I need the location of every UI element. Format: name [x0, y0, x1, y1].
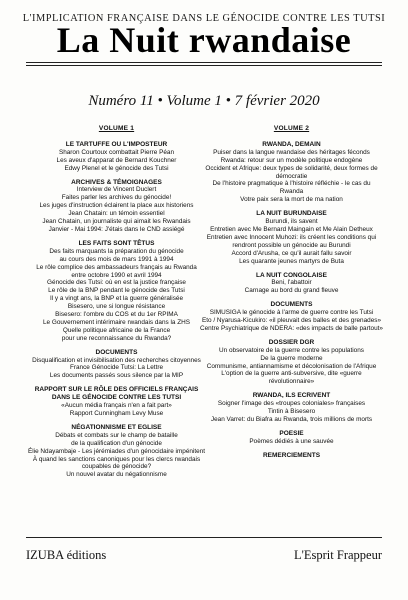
volume-1-column — [25, 125, 208, 485]
toc-entry: rendront possible un génocide au Burundi — [232, 241, 351, 249]
section-title: LES FAITS SONT TÊTUS — [78, 239, 155, 247]
toc-entry: Génocide des Tutsi: où en est la justice française — [47, 279, 186, 287]
section-title: LE TARTUFFE OU L'IMPOSTEUR — [65, 140, 168, 148]
section-title: DOCUMENTS — [270, 301, 313, 309]
toc-entry: France Génocide Tutsi: La Lettre — [69, 364, 164, 372]
toc-entry: Entretien avec Innocent Muhozi: ils créent les conditions qui — [206, 233, 377, 241]
section-title: RWANDA, ILS ECRIVENT — [252, 392, 331, 400]
toc-entry: Le Gouvernement intérimaire rwandais dans la ZHS — [42, 318, 191, 326]
toc-entry: SIMUSIGA le génocide à l'arme de guerre contre les Tutsi — [209, 309, 374, 317]
toc-entry: Des faits marquants la préparation du génocide — [49, 247, 184, 255]
toc-entry: L'option de la guerre anti-subversive, dite «guerre révolutionnaire» — [221, 370, 362, 386]
footer-rule — [26, 537, 382, 538]
toc-entry: Un observatoire de la guerre contre les populations — [219, 346, 364, 354]
toc-entry: Rapport Cunningham Levy Muse — [69, 410, 164, 417]
toc-entry: Jean Varret: du Biafra au Rwanda, trois millions de morts — [210, 416, 373, 423]
toc-entry: Il y a vingt ans, la BNP et la guerre généralisée — [49, 295, 184, 303]
section-title: POESIE — [279, 429, 304, 437]
toc-entry: Votre paix sera la mort de ma nation — [240, 196, 343, 204]
toc-section — [25, 179, 208, 234]
toc-section — [25, 386, 208, 418]
toc-entry: Centre Psychiatrique de NDERA: «des impacts de balle partout» — [200, 324, 383, 332]
toc-section — [25, 349, 208, 381]
toc-entry: Occident et Afrique: deux types de solidarité, deux formes de démocratie — [205, 164, 378, 180]
section-title: LA NUIT BURUNDAISE — [256, 210, 327, 218]
toc-section — [200, 430, 383, 446]
toc-entry: Le rôle complice des ambassadeurs français au Rwanda — [36, 263, 197, 271]
toc-entry: de la qualification d'un génocide — [71, 439, 162, 447]
issue-line: Numéro 11 • Volume 1 • 7 février 2020 — [88, 93, 320, 109]
toc-entry: Puiser dans la langue rwandaise des héritages féconds — [213, 148, 370, 156]
toc-entry: Bisesero, une si longue résistance — [67, 303, 166, 311]
toc-section — [200, 210, 383, 265]
section-title: DOSSIER DGR — [268, 338, 315, 346]
toc-entry: Un nouvel avatar du négationnisme — [66, 471, 167, 479]
toc-section — [25, 424, 208, 479]
toc-section — [200, 339, 383, 386]
toc-section — [25, 240, 208, 343]
toc-entry: Sharon Courtoux combattait Pierre Péan — [58, 148, 175, 156]
toc-entry: Les documents passés sous silence par la MIP — [49, 372, 184, 380]
publisher-esprit-frappeur: L'Esprit Frappeur — [294, 548, 382, 562]
volume-2-column — [200, 125, 383, 466]
title-rule-upper — [26, 62, 382, 63]
toc-entry: «Aucun média français n'en a fait part» — [61, 402, 172, 410]
publisher-izuba: IZUBA éditions — [26, 548, 107, 562]
toc-section — [200, 141, 383, 204]
toc-entry: Poèmes dédiés à une sauvée — [249, 437, 334, 445]
toc-entry: Jean Chatain, un journaliste qui aimait les Rwandais — [42, 218, 191, 226]
cover-title: La Nuit rwandaise — [56, 20, 352, 60]
section-title: NÉGATIONNISME ET EGLISE — [71, 423, 162, 431]
toc-section — [25, 141, 208, 173]
toc-entry: coupables de génocide? — [81, 463, 152, 471]
section-title: ARCHIVES & TÉMOIGNAGES — [71, 178, 162, 186]
toc-section — [200, 392, 383, 424]
toc-section — [200, 452, 383, 460]
toc-entry: Bisesero: l'ombre du COS et du 1er RPIMA — [55, 311, 178, 319]
toc-entry: entre octobre 1990 et avril 1994 — [71, 271, 162, 279]
toc-entry: Tintin à Bisesero — [267, 408, 316, 416]
toc-entry: pour une reconnaissance du Rwanda? — [61, 334, 172, 342]
toc-entry: Faites parler les archives du génocide! — [61, 194, 172, 202]
toc-entry: Les juges d'instruction éclairent la place aux historiens — [39, 202, 194, 210]
section-title: REMERCIEMENTS — [262, 451, 321, 459]
toc-entry: au cours des mois de mars 1991 à 1994 — [59, 255, 174, 263]
toc-entry: Carnage au bord du grand fleuve — [244, 287, 339, 295]
toc-entry: De l'histoire pragmatique à l'histoire réfléchie - le cas du Rwanda — [212, 180, 371, 196]
toc-entry: Le rôle de la BNP pendant le génocide des Tutsi — [48, 287, 185, 295]
toc-section — [200, 301, 383, 333]
toc-entry: Débats et combats sur le champ de bataille — [55, 431, 178, 439]
toc-entry: Élie Ndayambaje - Les jérémiades d'un génocidaire impénitent — [27, 447, 206, 455]
volume-heading: VOLUME 1 — [98, 125, 135, 132]
toc-entry: Beni, l'abattoir — [271, 279, 312, 287]
toc-entry: De la guerre moderne — [260, 354, 323, 362]
section-title: RWANDA, DEMAIN — [262, 140, 321, 148]
toc-entry: Burundi, ils savent — [265, 218, 318, 226]
toc-entry: Les aveux d'apparat de Bernard Kouchner — [56, 156, 177, 164]
toc-entry: Les quarante jeunes martyrs de Buta — [239, 257, 344, 265]
toc-section — [200, 272, 383, 296]
toc-entry: Edwy Plenel et le génocide des Tutsi — [64, 164, 169, 172]
toc-entry: Jean Chatain: un témoin essentiel — [68, 210, 165, 218]
cover-top-label: L'IMPLICATION FRANÇAISE DANS LE GÉNOCIDE CONTRE LES TUTSI — [22, 13, 386, 24]
toc-entry: Communisme, antiannamisme et décolonisation de l'Afrique — [206, 362, 377, 370]
toc-entry: Interview de Vincent Duclert — [76, 186, 157, 194]
toc-entry: Rwanda: retour sur un modèle politique endogène — [220, 156, 363, 164]
toc-entry: Disqualification et invisibilisation des recherches citoyennes — [32, 356, 201, 364]
toc-entry: À quand les sanctions canoniques pour les clercs rwandais — [32, 455, 201, 463]
section-title: LA NUIT CONGOLAISE — [256, 271, 327, 279]
toc-entry: Entretien avec Me Bernard Maingain et Me Alain Detheux — [210, 225, 373, 233]
title-rule-lower — [26, 65, 382, 66]
toc-entry: Soigner l'image des «troupes coloniales» françaises — [217, 400, 366, 408]
section-title: RAPPORT SUR LE RÔLE DES OFFICIELS FRANÇAIS DANS LE GÉNOCIDE CONTRE LES TUTSI — [34, 386, 199, 402]
section-title: DOCUMENTS — [95, 348, 138, 356]
toc-entry: Accord d'Arusha, ce qu'il aurait fallu savoir — [231, 249, 352, 257]
toc-entry: Janvier - Mai 1994: J'étais dans le CND assiégé — [48, 225, 185, 233]
toc-entry: Quelle politique africaine de la France — [62, 326, 171, 334]
volume-heading: VOLUME 2 — [273, 125, 310, 132]
toc-entry: Eto / Nyarusa-Kicukiro: «il pleuvait des balles et des grenades» — [201, 317, 382, 325]
